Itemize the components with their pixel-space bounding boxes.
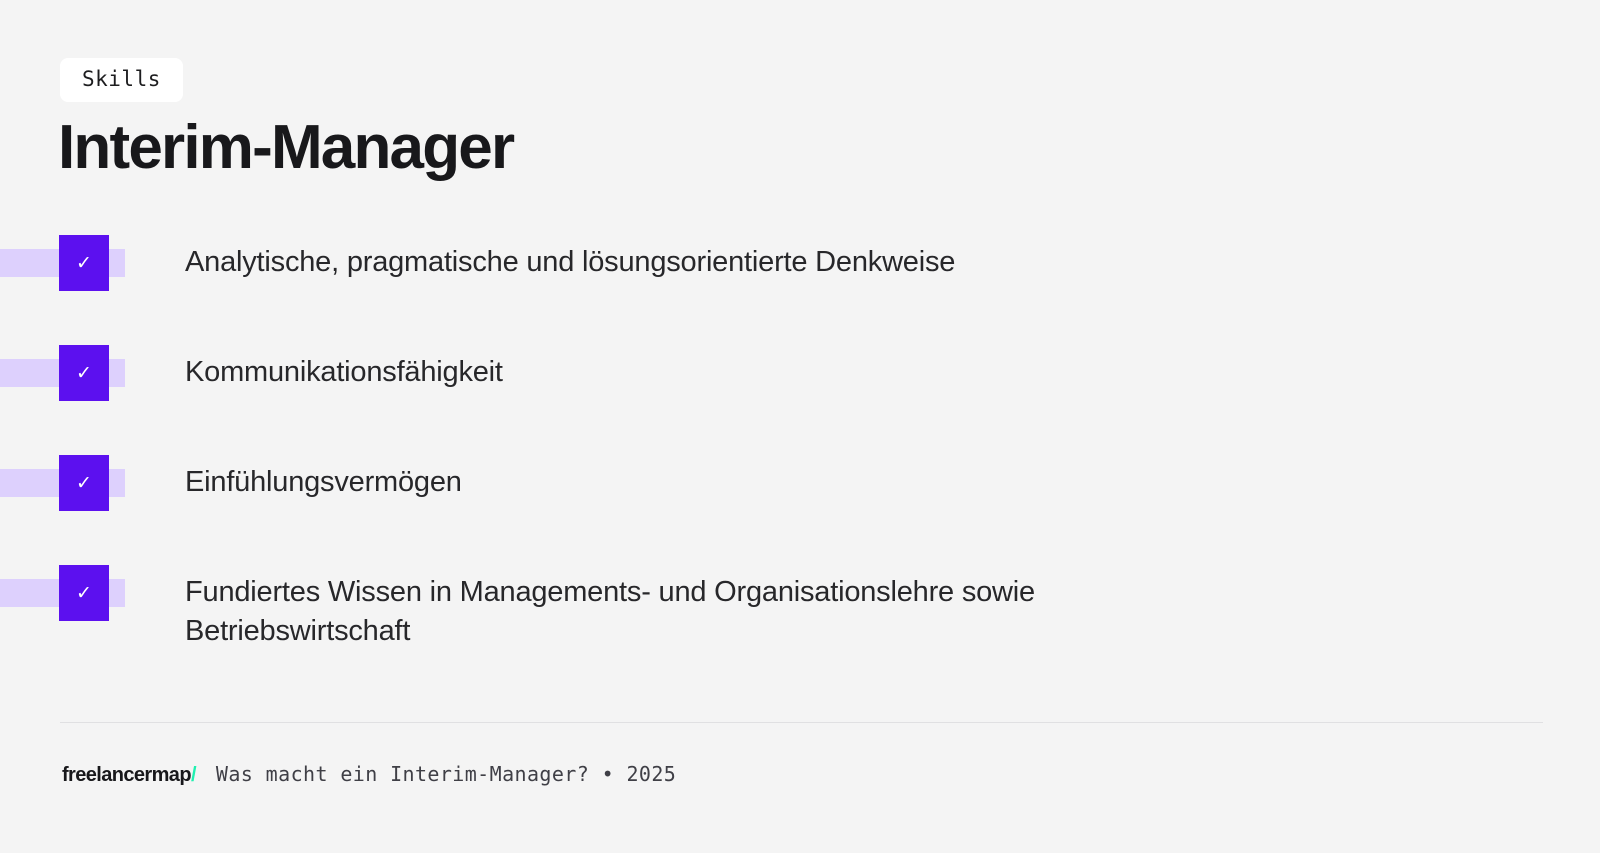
footer [62,762,676,787]
checkmark-marker [0,345,185,401]
brand-name: freelancermap [62,764,191,786]
list-item [0,565,1600,675]
checkmark-marker [0,235,185,291]
list-item [0,345,1600,455]
check-icon: ✓ [59,565,109,621]
brand-slash: / [190,764,196,786]
list-item-label: Analytische, pragmatische und lösungsorientierte Denkweise [185,246,956,278]
list-item-label: Kommunikationsfähigkeit [185,356,503,388]
list-item-label: Einfühlungsvermögen [185,466,462,498]
list-item-label: Fundiertes Wissen in Managements- und Organisationslehre sowie Betriebswirtschaft [185,576,1035,647]
eyebrow-badge: Skills [60,58,183,102]
brand-logo [62,764,196,787]
skills-list [0,235,1600,675]
footer-divider [60,722,1543,723]
page-title: Interim-Manager [58,113,514,182]
list-item [0,455,1600,565]
footer-meta: Was macht ein Interim-Manager? • 2025 [215,762,677,786]
check-icon: ✓ [59,235,109,291]
checkmark-marker [0,455,185,511]
list-item [0,235,1600,345]
check-icon: ✓ [59,345,109,401]
check-icon: ✓ [59,455,109,511]
checkmark-marker [0,565,185,621]
